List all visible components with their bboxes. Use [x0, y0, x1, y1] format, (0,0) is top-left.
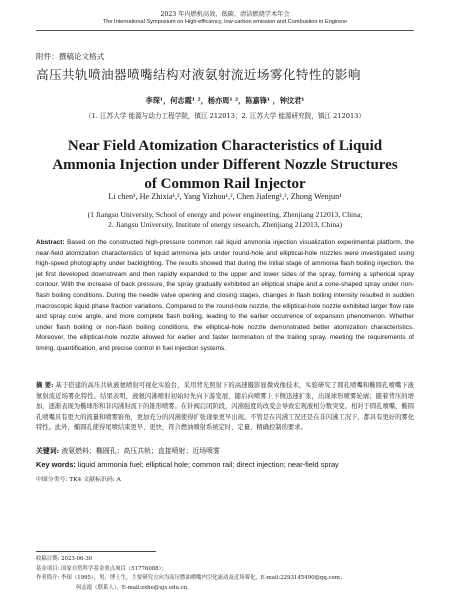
footnote-fund: 基金项目: 国家自然科学基金重点项目（51776088）； — [36, 565, 167, 572]
english-authors: Li chen¹, He Zhixia¹,², Yang Yizhou¹,², Chen Jiafeng¹,², Zhong Wenjun¹ — [108, 192, 342, 201]
chinese-abstract-label: 摘 要: — [36, 382, 54, 389]
chinese-title: 高压共轨喷油器喷嘴结构对液氨射流近场雾化特性的影响 — [36, 67, 361, 82]
english-title — [0, 137, 450, 194]
english-abstract-label: Abstract: — [36, 239, 65, 246]
english-keywords — [36, 460, 414, 469]
footnote-divider — [36, 551, 156, 552]
chinese-authors: 李琛¹，何志霞¹ ²，杨亦周¹ ²，陈嘉锋¹ ，钟汶君¹ — [145, 96, 305, 105]
footnote-author-intro: 作者简介: 李琛（1995），男，博士生，主要研究方向为高压燃油喷嘴内空化流动及近场雾化，E-mail:2293145490@qq.com； — [36, 575, 346, 581]
chinese-keywords-text: 液氨燃料；椭圆孔；高压共轨；直接喷射；近场喷雾 — [61, 447, 220, 455]
english-title-line-3: of Common Rail Injector — [144, 176, 306, 192]
english-affiliation-line-2: 2. Jiangsu University, Institute of energy research, Zhenjiang 212013, China) — [107, 220, 343, 230]
english-abstract-text: Based on the constructed high-pressure common rail liquid ammonia injection visualization experimental platform, the near-field atomization characteristics of liquid ammonia jets under round-hole and elliptical-hole nozzles were investigated using high-speed photography under backlighting. The results showed that during the initial stage of ammonia flash boiling injection, the jet first developed downstream and then rapidly expanded to the upper and lower sides of the spray, forming a spherical spray contour. With the increase of back pressure, the spray gradually exhibited an elliptical shape and a cone-shaped spray under non-flash boiling conditions. During the needle valve opening and closing stages, changes in flash boiling intensity resulted in sudden macroscopic liquid phase fraction variations. Compared to the round-hole nozzle, the elliptical-hole nozzle exhibited larger flow rate and spray cone angle, and more complete flash boiling, leading to the earlier occurrence of expansion phenomenon. Whether under flash boiling or non-flash boiling conditions, the elliptical-hole nozzle demonstrated better atomization characteristics. Moreover, the elliptical-hole nozzle allowed for earlier and faster termination of the trailing spray, meeting the requirements of timing, quantification, and precise control in fuel injection systems. — [36, 239, 414, 352]
attachment-label: 附件：撰稿论文格式 — [36, 52, 105, 61]
english-keywords-label: Key words: — [36, 460, 76, 469]
english-keywords-text: liquid ammonia fuel; elliptical hole; common rail; direct injection; near-field spray — [77, 460, 339, 469]
footnotes — [36, 555, 426, 593]
chinese-abstract — [36, 381, 414, 434]
conference-header-cn: 2023 年内燃机高效、低碳、清洁燃烧学术年会 — [160, 11, 290, 18]
english-affiliation-line-1: (1 Jiangsu University, School of energy and power engineering, Zhenjiang 212013, China; — [87, 210, 363, 219]
english-title-line-2: Ammonia Injection under Different Nozzle Structures — [52, 157, 398, 173]
footnote-corresponding: 何志霞（联系人），E-mail:zxhe@ujs.edu.cn。 — [76, 584, 193, 591]
header-divider — [36, 30, 414, 31]
classification-code: 中图分类号: TK4 文献标识码: A — [36, 477, 121, 483]
english-abstract — [36, 238, 414, 355]
english-title-line-1: Near Field Atomization Characteristics of Liquid — [67, 138, 383, 154]
footnote-received: 收稿日期: 2023-06-30 — [36, 556, 93, 562]
english-affiliation — [0, 210, 450, 230]
conference-header-en: The International Symposium on High-efficiency, low-carbon emission and Combustion in Engines• — [102, 19, 348, 25]
chinese-abstract-text: 基于搭建的高压共轨液氨喷射可视化实验台，采用背光照射下的高速摄影显微成像技术，实验研究了圆孔喷嘴和椭圆孔喷嘴下液氨射流近场雾化特性。结果表明，液氨闪沸喷射初始时先向下游发展，随后向喷雾上下侧迅速扩张，出现球形喷雾轮廓；随着背压的增加，逐渐表现为椭球形和非闪沸射流下的锥形喷雾。在针阀启闭阶段，闪沸强度的改变会导致宏观液相分数突变。相对于圆孔喷嘴，椭圆孔喷嘴具有更大的流量和喷雾锥角，更加充分的闪沸使得扩张现象更早出现。不管是在闪沸工况还是在非闪沸工况下，都具有更好的雾化特性。此外，椭圆孔使得尾喷结束更早、更快，符合燃油喷射系统定时、定量、精确控制的要求。 — [36, 382, 414, 432]
chinese-keywords — [36, 445, 414, 455]
chinese-affiliation: （1. 江苏大学 能源与动力工程学院，镇江 212013；2. 江苏大学 能源研究院，镇江 212013） — [85, 112, 365, 120]
chinese-keywords-label: 关键词: — [36, 447, 60, 455]
